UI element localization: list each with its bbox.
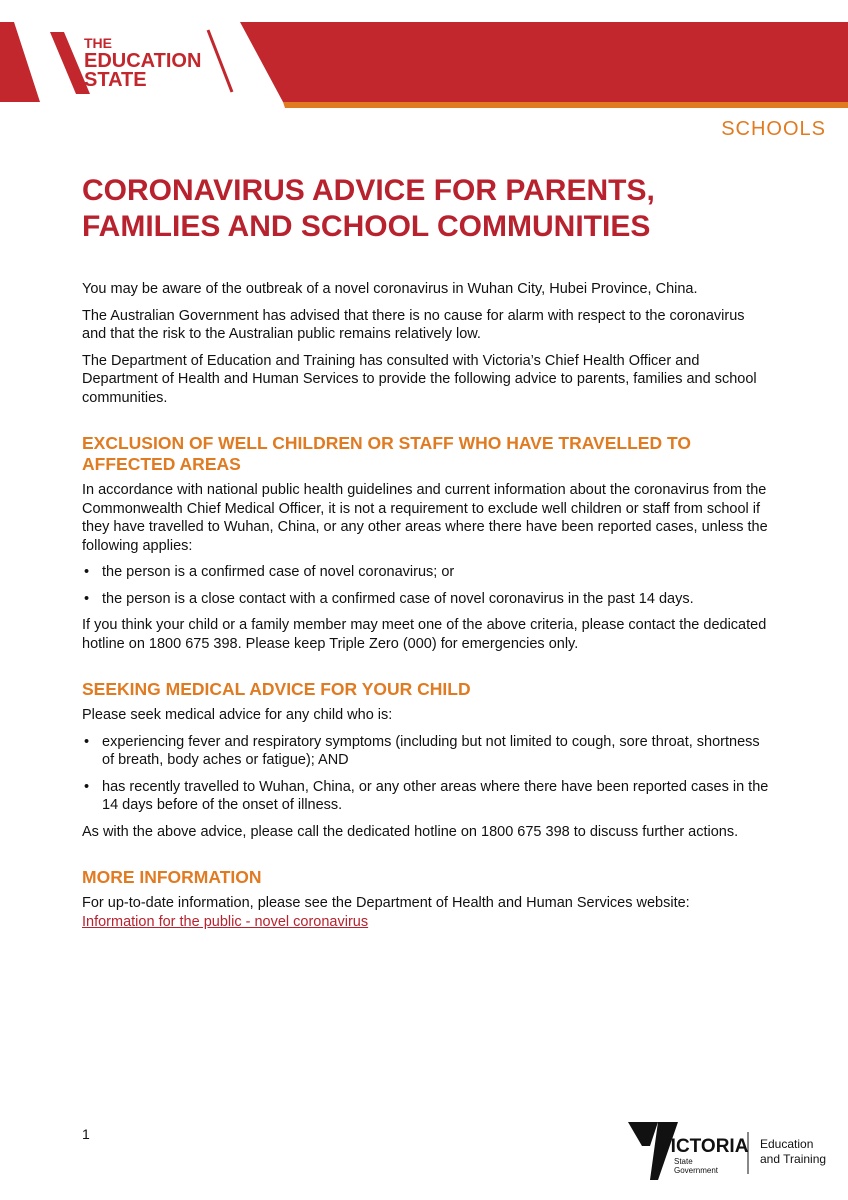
list-item: • the person is a close contact with a confirmed case of novel coronavirus in the past 14 days. <box>82 590 772 609</box>
list-item: • experiencing fever and respiratory symptoms (including but not limited to cough, sore throat, shortness of breath, body aches or fatigue); AND <box>82 733 772 770</box>
list-item: • has recently travelled to Wuhan, China, or any other areas where there have been reported cases in the 14 days before of the onset of illness. <box>82 778 772 815</box>
title-line-1: CORONAVIRUS ADVICE FOR PARENTS, <box>82 174 655 207</box>
list-item: • the person is a confirmed case of novel coronavirus; or <box>82 563 772 582</box>
svg-text:Government: Government <box>674 1166 719 1175</box>
svg-text:STATE: STATE <box>84 69 147 91</box>
more-info-text: For up-to-date information, please see the Department of Health and Human Services website: <box>82 895 690 911</box>
section-label: SCHOOLS <box>721 118 826 140</box>
page-title <box>82 173 782 245</box>
document-body <box>82 280 772 939</box>
section-heading-medical-advice: SEEKING MEDICAL ADVICE FOR YOUR CHILD <box>82 679 471 699</box>
svg-text:EDUCATION: EDUCATION <box>84 50 202 72</box>
svg-text:THE: THE <box>84 35 112 51</box>
svg-text:VICTORIA: VICTORIA <box>658 1136 749 1157</box>
page-number: 1 <box>82 1126 90 1142</box>
title-line-2: FAMILIES AND SCHOOL COMMUNITIES <box>82 210 651 243</box>
more-info-paragraph <box>82 894 772 931</box>
section-heading-more-info: MORE INFORMATION <box>82 867 262 887</box>
intro-paragraph: You may be aware of the outbreak of a novel coronavirus in Wuhan City, Hubei Province, China. <box>82 281 698 297</box>
victoria-government-logo <box>628 1118 838 1182</box>
exclusion-criteria-list <box>82 563 772 608</box>
section-heading-exclusion: EXCLUSION OF WELL CHILDREN OR STAFF WHO HAVE TRAVELLED TO AFFECTED AREAS <box>82 433 691 474</box>
education-state-logo <box>50 30 232 94</box>
header-banner <box>0 0 848 112</box>
intro-paragraph: The Department of Education and Training has consulted with Victoria’s Chief Health Officer and Department of Health and Human Services to provide the following advice to parents, families and school communities. <box>82 352 757 406</box>
medical-advice-closing: As with the above advice, please call the dedicated hotline on 1800 675 398 to discuss further actions. <box>82 823 739 840</box>
symptoms-list <box>82 733 772 815</box>
exclusion-paragraph: In accordance with national public health guidelines and current information about the coronavirus from the Commonwealth Chief Medical Officer, it is not a requirement to exclude well children or staff from school if they have travelled to Wuhan, China, or any other areas where there have been reported cases, unless the following applies: <box>82 482 768 554</box>
svg-text:and Training: and Training <box>760 1152 827 1166</box>
hotline-paragraph: If you think your child or a family member may meet one of the above criteria, please contact the dedicated hotline on 1800 675 398. Please keep Triple Zero (000) for emergencies only. <box>82 617 767 652</box>
intro-paragraph: The Australian Government has advised that there is no cause for alarm with respect to the coronavirus and that the risk to the Australian public remains relatively low. <box>82 307 745 342</box>
dhhs-info-link[interactable]: Information for the public - novel coronavirus <box>82 913 369 930</box>
svg-text:Education: Education <box>760 1137 814 1151</box>
medical-advice-paragraph: Please seek medical advice for any child who is: <box>82 707 393 723</box>
svg-text:State: State <box>674 1157 693 1166</box>
